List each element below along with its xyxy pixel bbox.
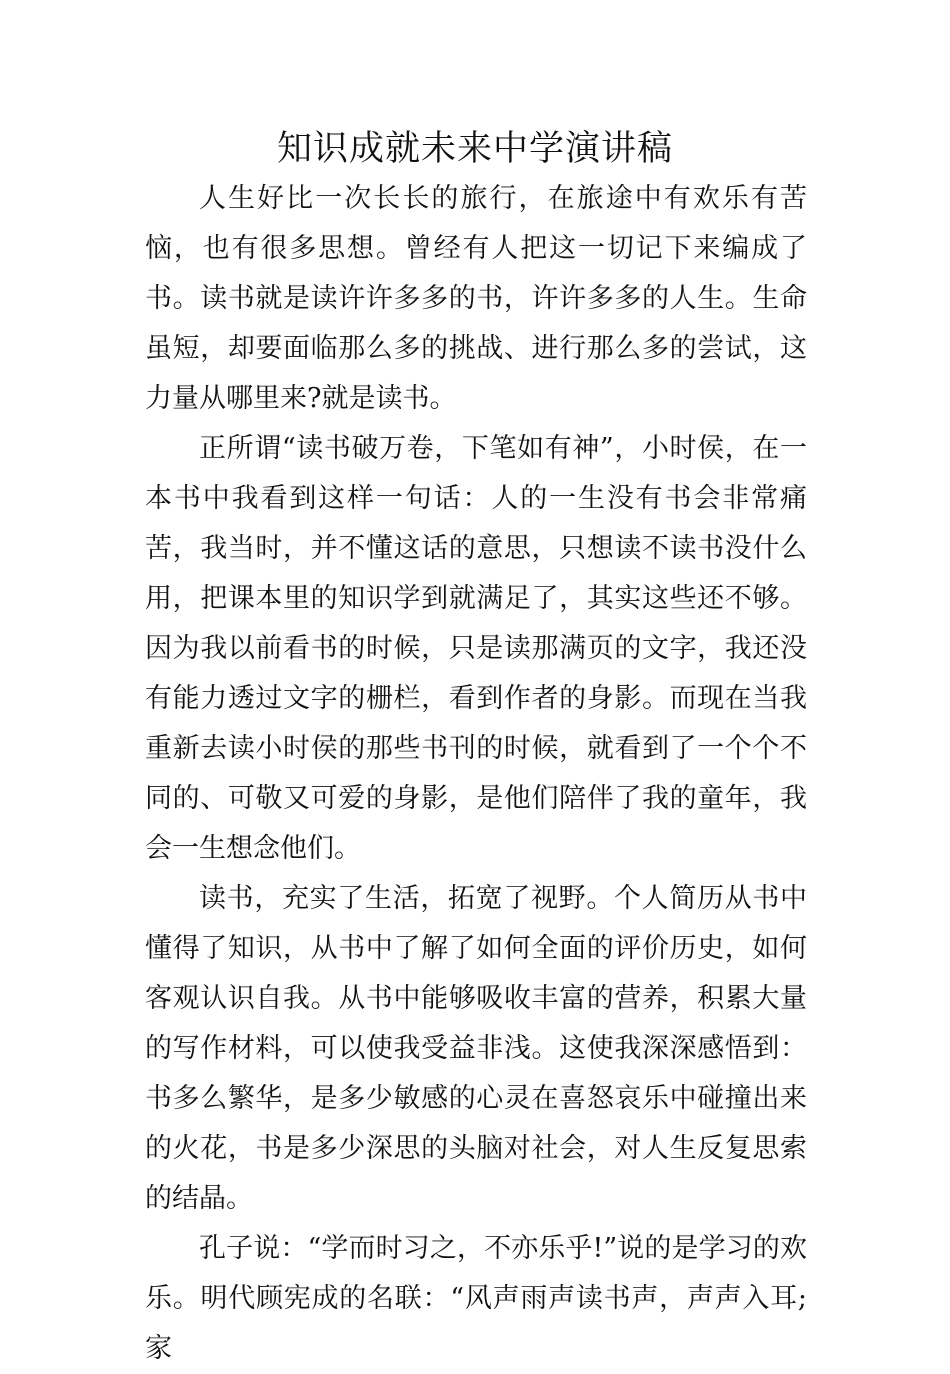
document-title: 知识成就未来中学演讲稿 bbox=[276, 129, 673, 169]
paragraph-3: 读书，充实了生活，拓宽了视野。个人简历从书中懂得了知识，从书中了解了如何全面的评价历史，如何客观认识自我。从书中能够吸收丰富的营养，积累大量的写作材料，可以使我受益非浅。这使我深深感悟到：书多么繁华，是多少敏感的心灵在喜怒哀乐中碰撞出来的火花，书是多少深思的头脑对社会，对人生反复思索的结晶。 bbox=[145, 883, 807, 1214]
document-body bbox=[145, 174, 807, 1374]
paragraph-2: 正所谓“读书破万卷，下笔如有神”，小时侯，在一本书中我看到这样一句话：人的一生没有书会非常痛苦，我当时，并不懂这话的意思，只想读不读书没什么用，把课本里的知识学到就满足了，其实这些还不够。因为我以前看书的时候，只是读那满页的文字，我还没有能力透过文字的栅栏，看到作者的身影。而现在当我重新去读小时侯的那些书刊的时候，就看到了一个个不同的、可敬又可爱的身影，是他们陪伴了我的童年，我会一生想念他们。 bbox=[145, 433, 807, 864]
paragraph-1: 人生好比一次长长的旅行，在旅途中有欢乐有苦恼，也有很多思想。曾经有人把这一切记下来编成了书。读书就是读许许多多的书，许许多多的人生。生命虽短，却要面临那么多的挑战、进行那么多的尝试，这力量从哪里来?就是读书。 bbox=[145, 183, 807, 414]
paragraph-4: 孔子说：“学而时习之，不亦乐乎!”说的是学习的欢乐。明代顾宪成的名联：“风声雨声读书声，声声入耳;家 bbox=[145, 1233, 807, 1364]
